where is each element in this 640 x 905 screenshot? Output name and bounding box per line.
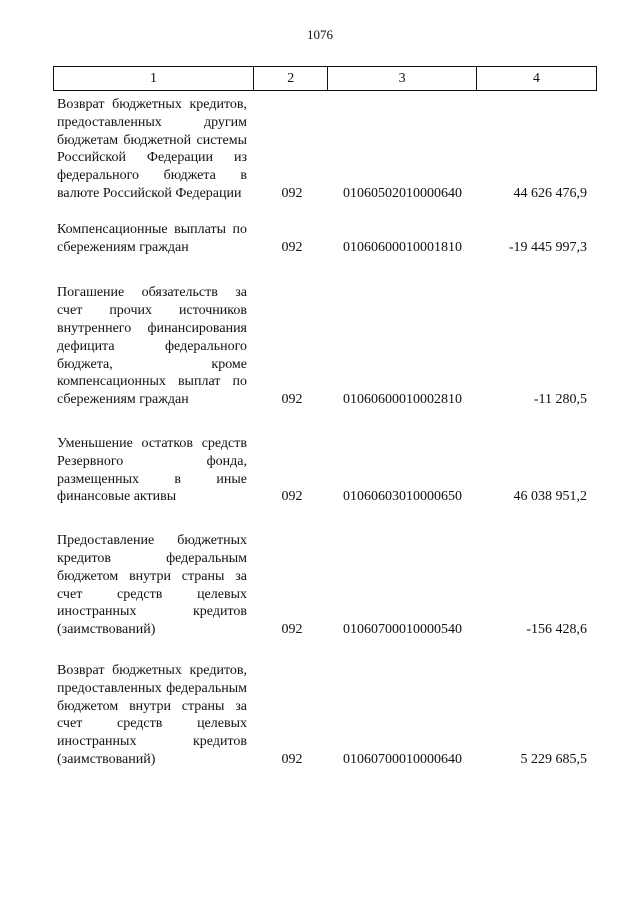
row-code: 01060600010001810 xyxy=(343,239,462,255)
row-amount: -11 280,5 xyxy=(533,392,587,408)
table-row xyxy=(57,435,587,506)
header-col-4: 4 xyxy=(476,67,596,90)
table-row xyxy=(57,532,587,639)
header-col-1: 1 xyxy=(149,70,157,86)
table-header xyxy=(53,66,597,91)
row-description: Погашение обязательств за счет прочих источников внутреннего финансирования дефицита федерального бюджета, кроме компенсационных выплат по сбережениям граждан xyxy=(57,285,247,408)
row-description: Возврат бюджетных кредитов, предоставленных другим бюджетам бюджетной системы Российской Федерации из федерального бюджета в валюте Российской Федерации xyxy=(57,97,247,201)
row-amount: -156 428,6 xyxy=(526,622,587,638)
row-code: 01060700010000640 xyxy=(343,751,462,767)
header-col-3: 3 xyxy=(327,67,475,90)
row-amount: -19 445 997,3 xyxy=(508,239,587,255)
row-description: Компенсационные выплаты по сбережениям граждан xyxy=(57,221,247,255)
row-code: 01060502010000640 xyxy=(343,185,462,201)
row-amount: 44 626 476,9 xyxy=(513,185,587,201)
table-row xyxy=(57,96,587,203)
table-row xyxy=(57,662,587,769)
row-code: 01060600010002810 xyxy=(343,392,462,408)
row-description: Предоставление бюджетных кредитов федеральным бюджетом внутри страны за счет средств целевых иностранных кредитов (заимствований) xyxy=(57,533,247,638)
row-amount: 5 229 685,5 xyxy=(520,751,587,767)
table-row xyxy=(57,221,587,257)
row-description: Уменьшение остатков средств Резервного фонда, размещенных в иные финансовые активы xyxy=(57,435,247,505)
row-admin-code: 092 xyxy=(281,185,303,201)
row-admin-code: 092 xyxy=(281,392,303,408)
page-number: 1076 xyxy=(307,27,333,42)
row-description: Возврат бюджетных кредитов, предоставленных федеральным бюджетом внутри страны за счет средств целевых иностранных кредитов (заимствований) xyxy=(57,662,247,767)
row-code: 01060603010000650 xyxy=(343,489,462,505)
row-code: 01060700010000540 xyxy=(343,622,462,638)
row-admin-code: 092 xyxy=(281,489,303,505)
row-admin-code: 092 xyxy=(281,622,303,638)
table-body xyxy=(57,96,587,769)
row-admin-code: 092 xyxy=(281,239,303,255)
table-row xyxy=(57,284,587,409)
row-amount: 46 038 951,2 xyxy=(513,489,587,505)
row-admin-code: 092 xyxy=(281,751,303,767)
header-col-2: 2 xyxy=(253,67,328,90)
